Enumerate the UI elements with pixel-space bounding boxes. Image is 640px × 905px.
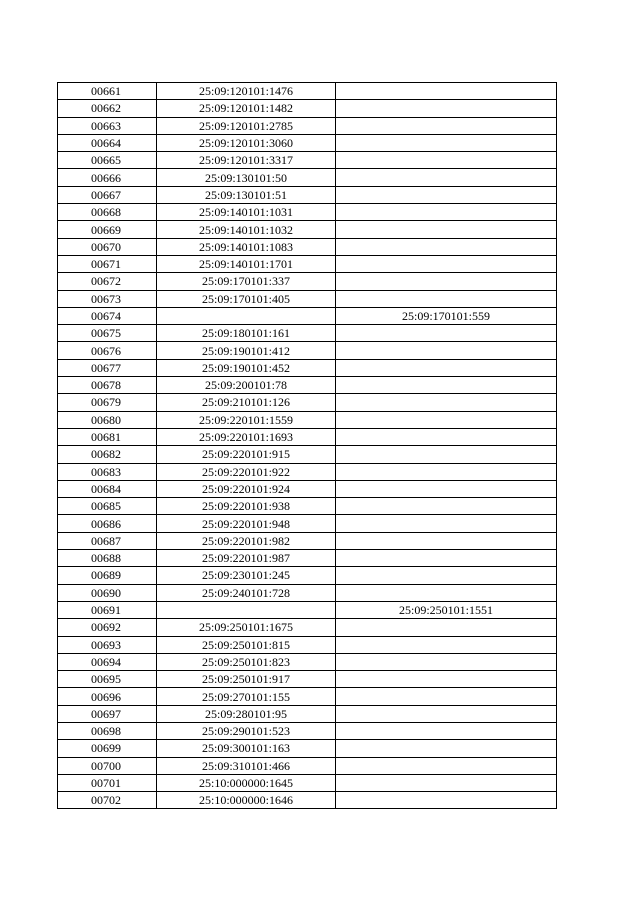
cadastral-number-cell: 25:09:120101:3060 bbox=[157, 134, 336, 151]
row-number-cell: 00697 bbox=[58, 705, 157, 722]
row-number-cell: 00673 bbox=[58, 290, 157, 307]
cadastral-number-cell: 25:09:120101:1482 bbox=[157, 100, 336, 117]
table-row bbox=[58, 567, 557, 584]
row-number-cell: 00663 bbox=[58, 117, 157, 134]
row-number-cell: 00680 bbox=[58, 411, 157, 428]
secondary-cadastral-number-cell bbox=[336, 688, 557, 705]
table-row bbox=[58, 394, 557, 411]
cadastral-number-cell: 25:09:140101:1701 bbox=[157, 255, 336, 272]
table-row bbox=[58, 325, 557, 342]
row-number-cell: 00702 bbox=[58, 792, 157, 809]
row-number-cell: 00687 bbox=[58, 532, 157, 549]
cadastral-number-cell: 25:09:210101:126 bbox=[157, 394, 336, 411]
table-row bbox=[58, 532, 557, 549]
table-row bbox=[58, 722, 557, 739]
table-row bbox=[58, 601, 557, 618]
cadastral-number-cell: 25:09:130101:51 bbox=[157, 186, 336, 203]
secondary-cadastral-number-cell bbox=[336, 653, 557, 670]
table-row bbox=[58, 273, 557, 290]
cadastral-number-cell: 25:09:250101:815 bbox=[157, 636, 336, 653]
secondary-cadastral-number-cell bbox=[336, 238, 557, 255]
row-number-cell: 00670 bbox=[58, 238, 157, 255]
secondary-cadastral-number-cell bbox=[336, 394, 557, 411]
secondary-cadastral-number-cell: 25:09:250101:1551 bbox=[336, 601, 557, 618]
table-row bbox=[58, 255, 557, 272]
row-number-cell: 00685 bbox=[58, 498, 157, 515]
secondary-cadastral-number-cell bbox=[336, 498, 557, 515]
cadastral-number-cell bbox=[157, 601, 336, 618]
table-row bbox=[58, 83, 557, 100]
cadastral-number-cell: 25:09:220101:1559 bbox=[157, 411, 336, 428]
table-row bbox=[58, 221, 557, 238]
table-row bbox=[58, 792, 557, 809]
secondary-cadastral-number-cell bbox=[336, 463, 557, 480]
table-row bbox=[58, 307, 557, 324]
table-row bbox=[58, 238, 557, 255]
row-number-cell: 00688 bbox=[58, 550, 157, 567]
cadastral-number-cell: 25:09:280101:95 bbox=[157, 705, 336, 722]
cadastral-number-cell: 25:09:180101:161 bbox=[157, 325, 336, 342]
table-row bbox=[58, 134, 557, 151]
cadastral-number-cell: 25:09:230101:245 bbox=[157, 567, 336, 584]
secondary-cadastral-number-cell bbox=[336, 480, 557, 497]
table-row bbox=[58, 757, 557, 774]
cadastral-number-cell: 25:09:190101:452 bbox=[157, 359, 336, 376]
cadastral-number-cell: 25:09:120101:1476 bbox=[157, 83, 336, 100]
table-row bbox=[58, 619, 557, 636]
cadastral-number-cell: 25:09:250101:823 bbox=[157, 653, 336, 670]
table-row bbox=[58, 377, 557, 394]
secondary-cadastral-number-cell bbox=[336, 774, 557, 791]
table-row bbox=[58, 342, 557, 359]
cadastral-number-cell: 25:09:290101:523 bbox=[157, 722, 336, 739]
cadastral-number-cell: 25:09:310101:466 bbox=[157, 757, 336, 774]
table-row bbox=[58, 653, 557, 670]
secondary-cadastral-number-cell: 25:09:170101:559 bbox=[336, 307, 557, 324]
secondary-cadastral-number-cell bbox=[336, 255, 557, 272]
secondary-cadastral-number-cell bbox=[336, 221, 557, 238]
cadastral-number-cell: 25:09:220101:987 bbox=[157, 550, 336, 567]
secondary-cadastral-number-cell bbox=[336, 134, 557, 151]
table-row bbox=[58, 186, 557, 203]
secondary-cadastral-number-cell bbox=[336, 325, 557, 342]
row-number-cell: 00696 bbox=[58, 688, 157, 705]
row-number-cell: 00700 bbox=[58, 757, 157, 774]
table-row bbox=[58, 359, 557, 376]
secondary-cadastral-number-cell bbox=[336, 515, 557, 532]
cadastral-number-cell: 25:09:220101:922 bbox=[157, 463, 336, 480]
secondary-cadastral-number-cell bbox=[336, 567, 557, 584]
secondary-cadastral-number-cell bbox=[336, 100, 557, 117]
cadastral-number-cell: 25:09:240101:728 bbox=[157, 584, 336, 601]
cadastral-number-cell: 25:09:220101:948 bbox=[157, 515, 336, 532]
secondary-cadastral-number-cell bbox=[336, 532, 557, 549]
secondary-cadastral-number-cell bbox=[336, 152, 557, 169]
cadastral-number-cell: 25:09:120101:2785 bbox=[157, 117, 336, 134]
cadastral-number-cell: 25:09:220101:924 bbox=[157, 480, 336, 497]
row-number-cell: 00684 bbox=[58, 480, 157, 497]
row-number-cell: 00682 bbox=[58, 446, 157, 463]
cadastral-number-cell: 25:09:170101:337 bbox=[157, 273, 336, 290]
table-row bbox=[58, 169, 557, 186]
cadastral-number-cell: 25:09:140101:1032 bbox=[157, 221, 336, 238]
row-number-cell: 00695 bbox=[58, 671, 157, 688]
row-number-cell: 00691 bbox=[58, 601, 157, 618]
row-number-cell: 00667 bbox=[58, 186, 157, 203]
cadastral-number-cell: 25:09:140101:1031 bbox=[157, 204, 336, 221]
secondary-cadastral-number-cell bbox=[336, 757, 557, 774]
secondary-cadastral-number-cell bbox=[336, 671, 557, 688]
row-number-cell: 00699 bbox=[58, 740, 157, 757]
secondary-cadastral-number-cell bbox=[336, 428, 557, 445]
secondary-cadastral-number-cell bbox=[336, 169, 557, 186]
row-number-cell: 00692 bbox=[58, 619, 157, 636]
table-row bbox=[58, 152, 557, 169]
cadastral-number-cell: 25:09:120101:3317 bbox=[157, 152, 336, 169]
secondary-cadastral-number-cell bbox=[336, 377, 557, 394]
row-number-cell: 00671 bbox=[58, 255, 157, 272]
secondary-cadastral-number-cell bbox=[336, 792, 557, 809]
secondary-cadastral-number-cell bbox=[336, 619, 557, 636]
table-row bbox=[58, 480, 557, 497]
cadastral-number-cell: 25:09:190101:412 bbox=[157, 342, 336, 359]
table-row bbox=[58, 550, 557, 567]
table-row bbox=[58, 446, 557, 463]
registry-table-body bbox=[58, 83, 557, 809]
cadastral-number-cell: 25:09:200101:78 bbox=[157, 377, 336, 394]
secondary-cadastral-number-cell bbox=[336, 722, 557, 739]
secondary-cadastral-number-cell bbox=[336, 705, 557, 722]
secondary-cadastral-number-cell bbox=[336, 290, 557, 307]
cadastral-number-cell: 25:10:000000:1646 bbox=[157, 792, 336, 809]
cadastral-number-cell: 25:09:140101:1083 bbox=[157, 238, 336, 255]
secondary-cadastral-number-cell bbox=[336, 446, 557, 463]
cadastral-number-cell: 25:09:220101:982 bbox=[157, 532, 336, 549]
row-number-cell: 00672 bbox=[58, 273, 157, 290]
row-number-cell: 00661 bbox=[58, 83, 157, 100]
table-row bbox=[58, 705, 557, 722]
secondary-cadastral-number-cell bbox=[336, 411, 557, 428]
row-number-cell: 00686 bbox=[58, 515, 157, 532]
table-row bbox=[58, 411, 557, 428]
table-row bbox=[58, 688, 557, 705]
table-row bbox=[58, 290, 557, 307]
cadastral-number-cell: 25:09:170101:405 bbox=[157, 290, 336, 307]
cadastral-number-cell: 25:09:300101:163 bbox=[157, 740, 336, 757]
row-number-cell: 00679 bbox=[58, 394, 157, 411]
row-number-cell: 00669 bbox=[58, 221, 157, 238]
row-number-cell: 00694 bbox=[58, 653, 157, 670]
row-number-cell: 00665 bbox=[58, 152, 157, 169]
table-row bbox=[58, 428, 557, 445]
table-row bbox=[58, 671, 557, 688]
table-row bbox=[58, 740, 557, 757]
table-row bbox=[58, 498, 557, 515]
secondary-cadastral-number-cell bbox=[336, 636, 557, 653]
registry-table bbox=[57, 82, 557, 809]
secondary-cadastral-number-cell bbox=[336, 342, 557, 359]
cadastral-number-cell: 25:09:270101:155 bbox=[157, 688, 336, 705]
cadastral-number-cell bbox=[157, 307, 336, 324]
row-number-cell: 00675 bbox=[58, 325, 157, 342]
cadastral-number-cell: 25:09:220101:915 bbox=[157, 446, 336, 463]
cadastral-number-cell: 25:09:220101:1693 bbox=[157, 428, 336, 445]
row-number-cell: 00690 bbox=[58, 584, 157, 601]
row-number-cell: 00678 bbox=[58, 377, 157, 394]
row-number-cell: 00676 bbox=[58, 342, 157, 359]
row-number-cell: 00693 bbox=[58, 636, 157, 653]
table-row bbox=[58, 584, 557, 601]
row-number-cell: 00677 bbox=[58, 359, 157, 376]
cadastral-number-cell: 25:09:250101:1675 bbox=[157, 619, 336, 636]
row-number-cell: 00666 bbox=[58, 169, 157, 186]
secondary-cadastral-number-cell bbox=[336, 584, 557, 601]
secondary-cadastral-number-cell bbox=[336, 550, 557, 567]
row-number-cell: 00698 bbox=[58, 722, 157, 739]
row-number-cell: 00689 bbox=[58, 567, 157, 584]
table-row bbox=[58, 774, 557, 791]
table-row bbox=[58, 463, 557, 480]
cadastral-number-cell: 25:09:250101:917 bbox=[157, 671, 336, 688]
secondary-cadastral-number-cell bbox=[336, 83, 557, 100]
cadastral-number-cell: 25:09:220101:938 bbox=[157, 498, 336, 515]
cadastral-number-cell: 25:10:000000:1645 bbox=[157, 774, 336, 791]
table-row bbox=[58, 100, 557, 117]
secondary-cadastral-number-cell bbox=[336, 204, 557, 221]
table-row bbox=[58, 117, 557, 134]
row-number-cell: 00701 bbox=[58, 774, 157, 791]
secondary-cadastral-number-cell bbox=[336, 359, 557, 376]
secondary-cadastral-number-cell bbox=[336, 186, 557, 203]
row-number-cell: 00664 bbox=[58, 134, 157, 151]
table-row bbox=[58, 515, 557, 532]
secondary-cadastral-number-cell bbox=[336, 273, 557, 290]
cadastral-number-cell: 25:09:130101:50 bbox=[157, 169, 336, 186]
table-row bbox=[58, 636, 557, 653]
row-number-cell: 00674 bbox=[58, 307, 157, 324]
row-number-cell: 00668 bbox=[58, 204, 157, 221]
row-number-cell: 00681 bbox=[58, 428, 157, 445]
secondary-cadastral-number-cell bbox=[336, 117, 557, 134]
secondary-cadastral-number-cell bbox=[336, 740, 557, 757]
row-number-cell: 00683 bbox=[58, 463, 157, 480]
table-row bbox=[58, 204, 557, 221]
row-number-cell: 00662 bbox=[58, 100, 157, 117]
